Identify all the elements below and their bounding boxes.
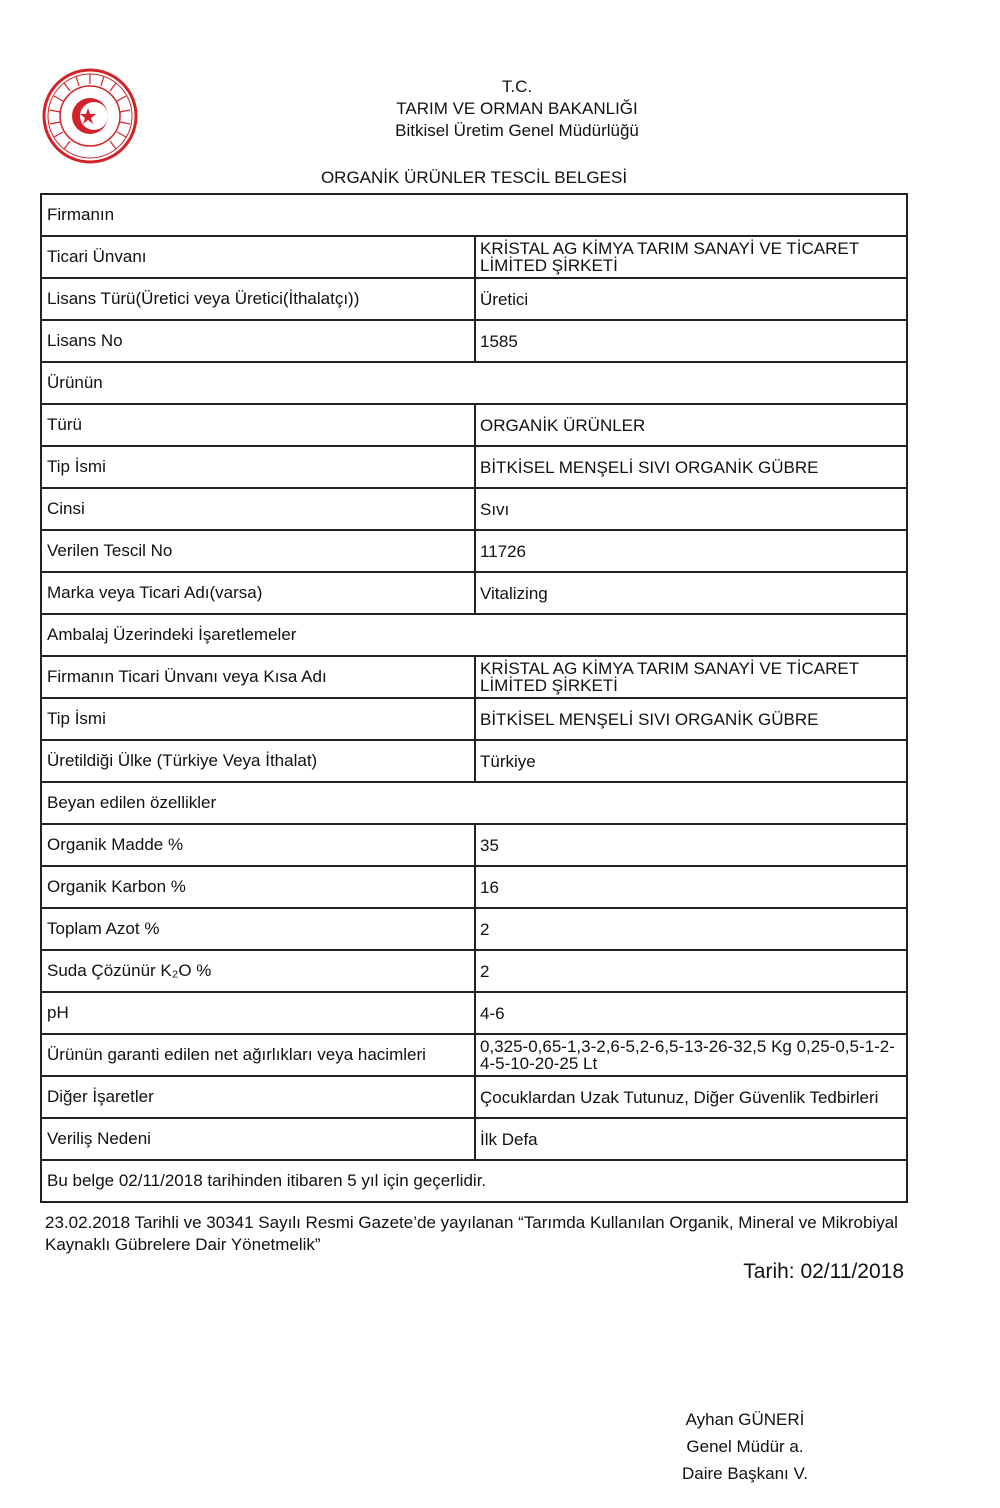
field-value: 35 [480, 835, 499, 855]
section-label: Firmanın [47, 205, 115, 224]
field-value: BİTKİSEL MENŞELİ SIVI ORGANİK GÜBRE [480, 709, 819, 729]
table-row [42, 699, 906, 741]
field-value: İlk Defa [480, 1129, 538, 1149]
field-label: Organik Madde % [42, 825, 476, 865]
field-value: KRİSTAL AG KİMYA TARIM SANAYİ VE TİCARET LİMİTED ŞİRKETİ [480, 659, 859, 695]
table-section-row [42, 783, 906, 825]
signatory-name: Ayhan GÜNERİ [685, 1410, 805, 1429]
field-value: Çocuklardan Uzak Tutunuz, Diğer Güvenlik Tedbirleri [480, 1087, 879, 1107]
table-row [42, 1119, 906, 1161]
field-label: Organik Karbon % [42, 867, 476, 907]
table-row [42, 741, 906, 783]
regulation-note: 23.02.2018 Tarihli ve 30341 Sayılı Resmi Gazete’de yayılanan “Tarımda Kullanılan Organik, Mineral ve Mikrobiyal Kaynaklı Gübrelere Dair Yönetmelik” [45, 1213, 898, 1254]
table-row [42, 867, 906, 909]
section-label: Ürünün [47, 373, 103, 392]
issue-date: Tarih: 02/11/2018 [743, 1260, 904, 1283]
table-row [42, 321, 906, 363]
table-row [42, 237, 906, 279]
field-value: BİTKİSEL MENŞELİ SIVI ORGANİK GÜBRE [480, 457, 819, 477]
table-row [42, 1077, 906, 1119]
field-label: Ürünün garanti edilen net ağırlıkları veya hacimleri [42, 1035, 476, 1075]
header-line-ministry: TARIM VE ORMAN BAKANLIĞI [396, 99, 638, 118]
section-label: Ambalaj Üzerindeki İşaretlemeler [47, 625, 297, 644]
table-section-row [42, 195, 906, 237]
section-label: Beyan edilen özellikler [47, 793, 217, 812]
table-row [42, 993, 906, 1035]
field-value: 2 [480, 919, 490, 939]
field-label: Tip İsmi [42, 699, 476, 739]
field-value: Türkiye [480, 751, 536, 771]
field-label: Lisans Türü(Üretici veya Üretici(İthalatçı)) [42, 279, 476, 319]
table-row [42, 657, 906, 699]
section-label: Bu belge 02/11/2018 tarihinden itibaren 5 yıl için geçerlidir. [47, 1171, 487, 1190]
document-header [300, 76, 734, 142]
field-label: Diğer İşaretler [42, 1077, 476, 1117]
table-row [42, 573, 906, 615]
table-row [42, 279, 906, 321]
field-label: Lisans No [42, 321, 476, 361]
field-value: ORGANİK ÜRÜNLER [480, 415, 646, 435]
table-row [42, 909, 906, 951]
table-row [42, 531, 906, 573]
field-value: Vitalizing [480, 583, 548, 603]
table-section-row [42, 615, 906, 657]
table-row [42, 1035, 906, 1077]
field-value: 4-6 [480, 1003, 505, 1023]
field-label: Toplam Azot % [42, 909, 476, 949]
signatory-title-2: Daire Başkanı V. [682, 1464, 808, 1483]
field-label: Cinsi [42, 489, 476, 529]
ministry-seal-icon [42, 68, 138, 164]
field-value: KRİSTAL AG KİMYA TARIM SANAYİ VE TİCARET LİMİTED ŞİRKETİ [480, 239, 859, 275]
table-row [42, 405, 906, 447]
field-label: Türü [42, 405, 476, 445]
header-line-directorate: Bitkisel Üretim Genel Müdürlüğü [395, 121, 639, 140]
header-line-tc: T.C. [501, 77, 533, 96]
field-label: Ticari Ünvanı [42, 237, 476, 277]
field-value: Sıvı [480, 499, 510, 519]
field-value: 1585 [480, 331, 518, 351]
field-label: Suda Çözünür K₂O % [42, 951, 476, 991]
field-label: Verilen Tescil No [42, 531, 476, 571]
field-value: Üretici [480, 289, 529, 309]
field-value: 11726 [480, 541, 527, 561]
signature-block [660, 1406, 830, 1487]
signatory-title-1: Genel Müdür a. [686, 1437, 804, 1456]
field-label: Marka veya Ticari Adı(varsa) [42, 573, 476, 613]
field-value: 16 [480, 877, 499, 897]
certificate-table [40, 193, 908, 1203]
table-section-row [42, 1161, 906, 1201]
table-row [42, 489, 906, 531]
document-title: ORGANİK ÜRÜNLER TESCİL BELGESİ [320, 168, 628, 187]
table-row [42, 951, 906, 993]
table-row [42, 447, 906, 489]
table-row [42, 825, 906, 867]
field-value: 0,325-0,65-1,3-2,6-5,2-6,5-13-26-32,5 Kg 0,25-0,5-1-2-4-5-10-20-25 Lt [480, 1037, 895, 1073]
table-section-row [42, 363, 906, 405]
field-value: 2 [480, 961, 490, 981]
field-label: Firmanın Ticari Ünvanı veya Kısa Adı [42, 657, 476, 697]
field-label: Üretildiği Ülke (Türkiye Veya İthalat) [42, 741, 476, 781]
field-label: pH [42, 993, 476, 1033]
field-label: Tip İsmi [42, 447, 476, 487]
field-label: Veriliş Nedeni [42, 1119, 476, 1159]
